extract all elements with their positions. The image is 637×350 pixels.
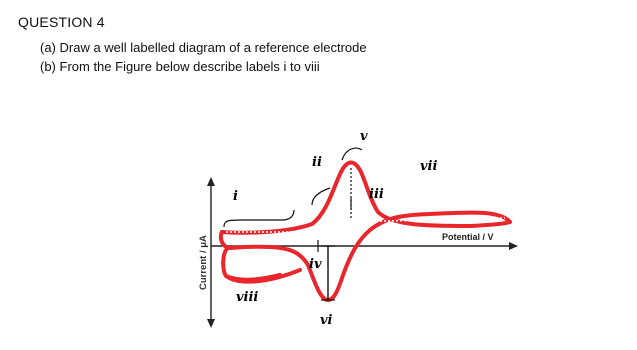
label-i: i [233, 189, 238, 204]
label-iii: iii [369, 187, 384, 202]
y-axis-label: Current / μA [198, 235, 209, 290]
baseline-dotted-right [348, 218, 505, 222]
bracket-v [342, 148, 362, 160]
question-part-b: (b) From the Figure below describe labels i to viii [40, 59, 320, 74]
question-part-a: (a) Draw a well labelled diagram of a reference electrode [40, 40, 367, 55]
label-vii: vii [420, 159, 438, 174]
x-axis-label: Potential / V [442, 232, 494, 242]
question-title: QUESTION 4 [18, 14, 105, 30]
bracket-i [224, 210, 294, 227]
label-vi: vi [320, 313, 333, 328]
label-ii: ii [312, 155, 322, 170]
label-iv: iv [309, 257, 322, 272]
label-v: v [360, 129, 368, 144]
label-viii: viii [236, 290, 259, 305]
